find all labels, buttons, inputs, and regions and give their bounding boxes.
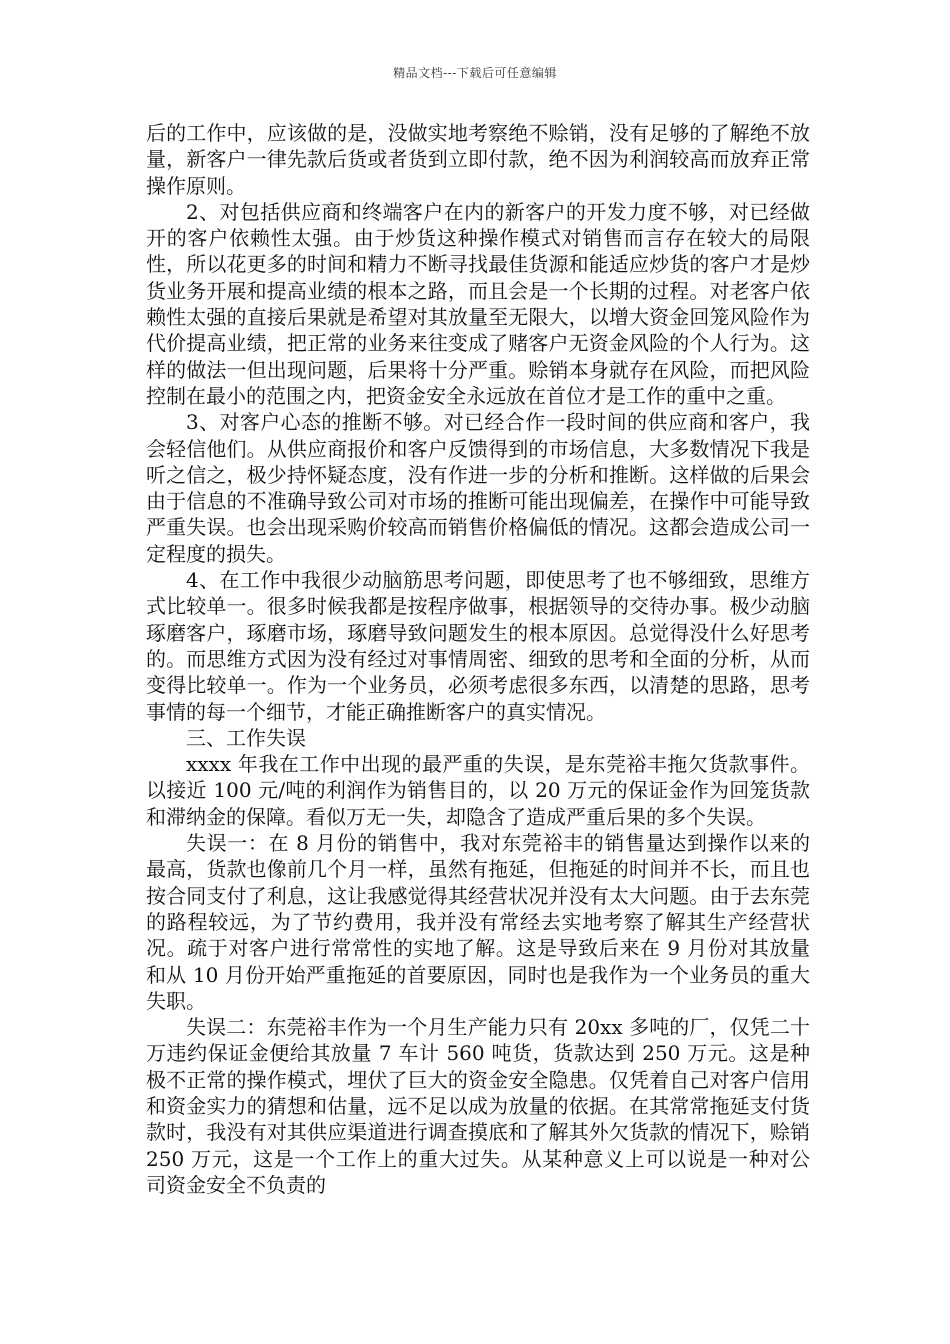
paragraph-item-2: 2、对包括供应商和终端客户在内的新客户的开发力度不够，对已经做开的客户依赖性太强。由于炒货这种操作模式对销售而言存在较大的局限性，所以花更多的时间和精力不断寻找最佳货源和能适应炒货的客户才是炒货业务开展和提高业绩的根本之路，而且会是一个长期的过程。对老客户依赖性太强的直接后果就是希望对其放量至无限大，以增大资金回笼风险作为代价提高业绩，把正常的业务来往变成了赌客户无资金风险的个人行为。这样的做法一但出现问题，后果将十分严重。赊销本身就存在风险，而把风险控制在最小的范围之内，把资金安全永远放在首位才是工作的重中之重。 <box>146 199 810 408</box>
paragraph-item-4: 4、在工作中我很少动脑筋思考问题，即使思考了也不够细致，思维方式比较单一。很多时候我都是按程序做事，根据领导的交待办事。极少动脑琢磨客户，琢磨市场，琢磨导致问题发生的根本原因。总觉得没什么好思考的。而思维方式因为没有经过对事情周密、细致的思考和全面的分析，从而变得比较单一。作为一个业务员，必须考虑很多东西，以清楚的思路，思考事情的每一个细节，才能正确推断客户的真实情况。 <box>146 568 810 724</box>
document-body <box>146 120 810 1198</box>
paragraph-item-3: 3、对客户心态的推断不够。对已经合作一段时间的供应商和客户，我会轻信他们。从供应商报价和客户反馈得到的市场信息，大多数情况下我是听之信之，极少持怀疑态度，没有作进一步的分析和推断。这样做的后果会由于信息的不准确导致公司对市场的推断可能出现偏差，在操作中可能导致严重失误。也会出现采购价较高而销售价格偏低的情况。这都会造成公司一定程度的损失。 <box>146 410 810 566</box>
paragraph-mistake-intro: xxxx 年我在工作中出现的最严重的失误，是东莞裕丰拖欠货款事件。以接近 100 元/吨的利润作为销售目的，以 20 万元的保证金作为回笼货款和滞纳金的保障。看似万无一失，却隐含了造成严重后果的多个失误。 <box>146 752 810 829</box>
paragraph-continuation: 后的工作中，应该做的是，没做实地考察绝不赊销，没有足够的了解绝不放量，新客户一律先款后货或者货到立即付款，绝不因为利润较高而放弃正常操作原则。 <box>146 121 810 198</box>
paragraph-mistake-two: 失误二：东莞裕丰作为一个月生产能力只有 20xx 多吨的厂，仅凭二十万违约保证金便给其放量 7 车计 560 吨货，货款达到 250 万元。这是种极不正常的操作模式，埋伏了巨大的资金安全隐患。仅凭着自己对客户信用和资金实力的猜想和估量，远不足以成为放量的依据。在其常常拖延支付货款时，我没有对其供应渠道进行调查摸底和了解其外欠货款的情况下，赊销 250 万元，这是一个工作上的重大过失。从某种意义上可以说是一种对公司资金安全不负责的 <box>146 1015 810 1197</box>
page-header: 精品文档---下载后可任意编辑 <box>393 66 557 80</box>
paragraph-mistake-one: 失误一：在 8 月份的销售中，我对东莞裕丰的销售量达到操作以来的最高，货款也像前几个月一样，虽然有拖延，但拖延的时间并不长，而且也按合同支付了利息，这让我感觉得其经营状况并没有太大问题。由于去东莞的路程较远，为了节约费用，我并没有常经去实地考察了解其生产经营状况。疏于对客户进行常常性的实地了解。这是导致后来在 9 月份对其放量和从 10 月份开始严重拖延的首要原因，同时也是我作为一个业务员的重大失职。 <box>146 831 810 1013</box>
section-heading-work-mistakes: 三、工作失误 <box>186 725 306 750</box>
